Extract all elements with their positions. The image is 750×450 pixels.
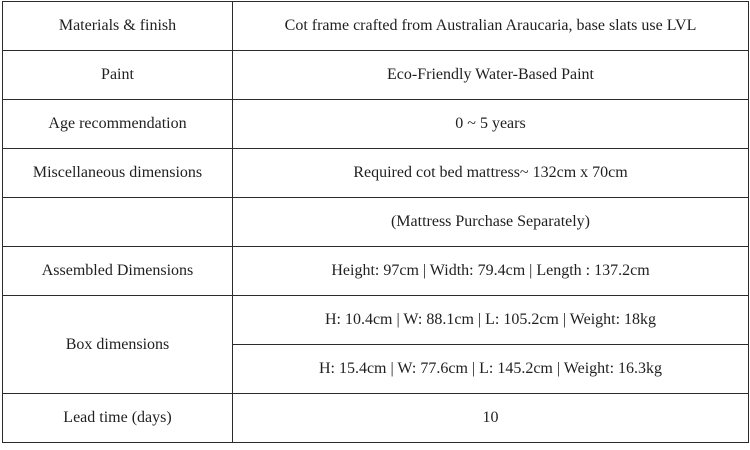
table-row-assembled-dimensions bbox=[3, 247, 749, 296]
materials-label: Materials & finish bbox=[3, 2, 233, 51]
table-row-age bbox=[3, 100, 749, 149]
table-row-materials bbox=[3, 2, 749, 51]
box-dimensions-value-1: H: 10.4cm | W: 88.1cm | L: 105.2cm | Weight: 18kg bbox=[233, 296, 749, 345]
box-dimensions-value-2: H: 15.4cm | W: 77.6cm | L: 145.2cm | Weight: 16.3kg bbox=[233, 345, 749, 394]
misc-dimensions-value: Required cot bed mattress~ 132cm x 70cm bbox=[233, 149, 749, 198]
age-label: Age recommendation bbox=[3, 100, 233, 149]
paint-label: Paint bbox=[3, 51, 233, 100]
table-row-mattress-note bbox=[3, 198, 749, 247]
table-row-lead-time bbox=[3, 394, 749, 443]
mattress-note-label bbox=[3, 198, 233, 247]
lead-time-label: Lead time (days) bbox=[3, 394, 233, 443]
assembled-dimensions-label: Assembled Dimensions bbox=[3, 247, 233, 296]
table-row-paint bbox=[3, 51, 749, 100]
misc-dimensions-label: Miscellaneous dimensions bbox=[3, 149, 233, 198]
mattress-note-value: (Mattress Purchase Separately) bbox=[233, 198, 749, 247]
table-row-misc-dimensions bbox=[3, 149, 749, 198]
table-row-box-dimensions-1 bbox=[3, 296, 749, 345]
materials-value: Cot frame crafted from Australian Araucaria, base slats use LVL bbox=[233, 2, 749, 51]
paint-value: Eco-Friendly Water-Based Paint bbox=[233, 51, 749, 100]
assembled-dimensions-value: Height: 97cm | Width: 79.4cm | Length : 137.2cm bbox=[233, 247, 749, 296]
age-value: 0 ~ 5 years bbox=[233, 100, 749, 149]
box-dimensions-label: Box dimensions bbox=[3, 296, 233, 394]
product-spec-table bbox=[2, 1, 749, 443]
lead-time-value: 10 bbox=[233, 394, 749, 443]
